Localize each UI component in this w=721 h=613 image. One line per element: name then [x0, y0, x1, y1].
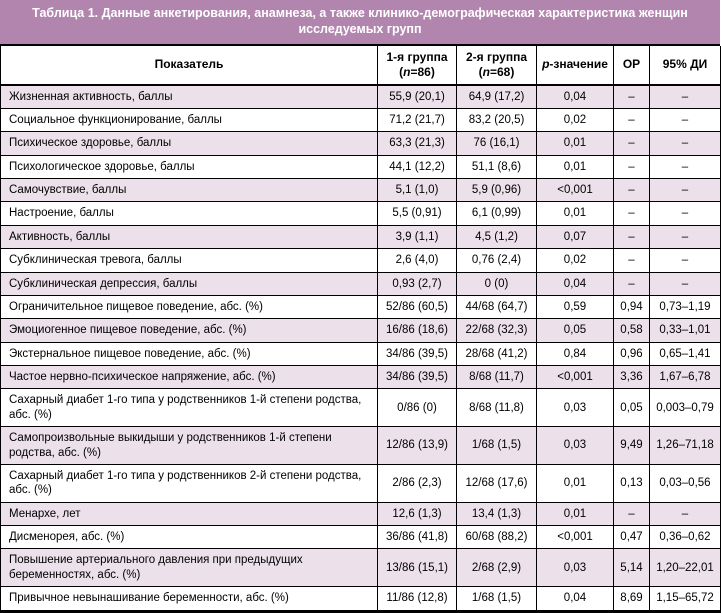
column-header-5 — [650, 46, 721, 85]
value-cell: 0,73–1,19 — [650, 295, 721, 318]
value-cell: 13,4 (1,3) — [457, 502, 537, 525]
value-cell: <0,001 — [537, 366, 614, 389]
value-cell: 9,49 — [614, 427, 650, 465]
value-cell: 64,9 (17,2) — [457, 85, 537, 109]
value-cell: 0,05 — [537, 319, 614, 342]
value-cell: 0,59 — [537, 295, 614, 318]
row-label-cell: Активность, баллы — [1, 225, 378, 248]
table-row — [1, 342, 721, 365]
value-cell: 0,76 (2,4) — [457, 249, 537, 272]
table-row — [1, 319, 721, 342]
value-cell: – — [614, 179, 650, 202]
value-cell: 0,05 — [614, 389, 650, 427]
row-label-cell: Привычное невынашивание беременности, абс. (%) — [1, 587, 378, 611]
value-cell: – — [650, 179, 721, 202]
value-cell: 0,04 — [537, 85, 614, 109]
row-label-cell: Самопроизвольные выкидыши у родственников 1-й степени родства, абс. (%) — [1, 427, 378, 465]
value-cell: 3,36 — [614, 366, 650, 389]
value-cell: 8/68 (11,7) — [457, 366, 537, 389]
row-label-cell: Жизненная активность, баллы — [1, 85, 378, 109]
column-header-text: ОР — [622, 57, 641, 71]
value-cell: – — [614, 272, 650, 295]
table-row — [1, 464, 721, 502]
value-cell: – — [650, 225, 721, 248]
value-cell: 0,04 — [537, 272, 614, 295]
table-title: Таблица 1. Данные анкетирования, анамнеза, а также клинико-демографическая характеристика женщин исследуемых групп — [0, 0, 720, 46]
value-cell: 0,04 — [537, 587, 614, 611]
value-cell: 5,1 (1,0) — [378, 179, 457, 202]
value-cell: 0,47 — [614, 526, 650, 549]
row-label-cell: Экстернальное пищевое поведение, абс. (%) — [1, 342, 378, 365]
value-cell: 2,6 (4,0) — [378, 249, 457, 272]
column-header-text: n — [403, 64, 411, 79]
value-cell: 60/68 (88,2) — [457, 526, 537, 549]
row-label-cell: Социальное функционирование, баллы — [1, 108, 378, 131]
value-cell: 28/68 (41,2) — [457, 342, 537, 365]
value-cell: 0,02 — [537, 108, 614, 131]
value-cell: – — [614, 85, 650, 109]
value-cell: 0,01 — [537, 132, 614, 155]
value-cell: 8,69 — [614, 587, 650, 611]
value-cell: – — [650, 272, 721, 295]
header-row — [1, 46, 721, 85]
column-header-4 — [614, 46, 650, 85]
table-row — [1, 249, 721, 272]
value-cell: 22/68 (32,3) — [457, 319, 537, 342]
row-label-cell: Сахарный диабет 1-го типа у родственников 1-й степени родства, абс. (%) — [1, 389, 378, 427]
column-header-text: 2-я группа ( — [465, 49, 528, 79]
column-header-text: p — [542, 57, 550, 71]
value-cell: – — [650, 85, 721, 109]
value-cell: 0,03 — [537, 549, 614, 587]
table-body — [1, 85, 721, 612]
value-cell: 5,5 (0,91) — [378, 202, 457, 225]
value-cell: 12/68 (17,6) — [457, 464, 537, 502]
value-cell: 55,9 (20,1) — [378, 85, 457, 109]
value-cell: 63,3 (21,3) — [378, 132, 457, 155]
value-cell: 0,13 — [614, 464, 650, 502]
value-cell: – — [614, 502, 650, 525]
value-cell: 1,26–71,18 — [650, 427, 721, 465]
value-cell: 0,36–0,62 — [650, 526, 721, 549]
table-row — [1, 132, 721, 155]
value-cell: 0,03 — [537, 427, 614, 465]
value-cell: 5,9 (0,96) — [457, 179, 537, 202]
value-cell: 36/86 (41,8) — [378, 526, 457, 549]
table-row — [1, 85, 721, 109]
value-cell: 16/86 (18,6) — [378, 319, 457, 342]
value-cell: – — [614, 132, 650, 155]
value-cell: 1/68 (1,5) — [457, 427, 537, 465]
value-cell: – — [614, 108, 650, 131]
table-row — [1, 295, 721, 318]
value-cell: 0,65–1,41 — [650, 342, 721, 365]
value-cell: 44,1 (12,2) — [378, 155, 457, 178]
table-row — [1, 587, 721, 611]
value-cell: 0,33–1,01 — [650, 319, 721, 342]
column-header-text: 1-я группа ( — [386, 49, 448, 79]
value-cell: 0,03 — [537, 389, 614, 427]
value-cell: 1,67–6,78 — [650, 366, 721, 389]
value-cell: 52/86 (60,5) — [378, 295, 457, 318]
row-label-cell: Сахарный диабет 1-го типа у родственников 2-й степени родства, абс. (%) — [1, 464, 378, 502]
value-cell: 0,01 — [537, 155, 614, 178]
table-row — [1, 549, 721, 587]
value-cell: 76 (16,1) — [457, 132, 537, 155]
row-label-cell: Повышение артериального давления при предыдущих беременностях, абс. (%) — [1, 549, 378, 587]
value-cell: – — [650, 132, 721, 155]
value-cell: 0,01 — [537, 202, 614, 225]
column-header-3 — [537, 46, 614, 85]
value-cell: 1/68 (1,5) — [457, 587, 537, 611]
value-cell: <0,001 — [537, 526, 614, 549]
table-row — [1, 155, 721, 178]
value-cell: 4,5 (1,2) — [457, 225, 537, 248]
row-label-cell: Самочувствие, баллы — [1, 179, 378, 202]
value-cell: 0,93 (2,7) — [378, 272, 457, 295]
row-label-cell: Психическое здоровье, баллы — [1, 132, 378, 155]
value-cell: 0,01 — [537, 502, 614, 525]
value-cell: 2/68 (2,9) — [457, 549, 537, 587]
column-header-0 — [1, 46, 378, 85]
table-row — [1, 389, 721, 427]
table-header — [1, 46, 721, 85]
value-cell: – — [614, 202, 650, 225]
row-label-cell: Настроение, баллы — [1, 202, 378, 225]
value-cell: 71,2 (21,7) — [378, 108, 457, 131]
value-cell: 0 (0) — [457, 272, 537, 295]
column-header-1 — [378, 46, 457, 85]
value-cell: 8/68 (11,8) — [457, 389, 537, 427]
table-row — [1, 179, 721, 202]
value-cell: – — [614, 155, 650, 178]
study-data-table — [0, 46, 721, 613]
row-label-cell: Психологическое здоровье, баллы — [1, 155, 378, 178]
value-cell: 34/86 (39,5) — [378, 342, 457, 365]
value-cell: 12,6 (1,3) — [378, 502, 457, 525]
row-label-cell: Менархе, лет — [1, 502, 378, 525]
column-header-2 — [457, 46, 537, 85]
value-cell: 1,20–22,01 — [650, 549, 721, 587]
value-cell: 44/68 (64,7) — [457, 295, 537, 318]
value-cell: – — [650, 502, 721, 525]
value-cell: 2/86 (2,3) — [378, 464, 457, 502]
value-cell: 11/86 (12,8) — [378, 587, 457, 611]
value-cell: <0,001 — [537, 179, 614, 202]
value-cell: – — [650, 108, 721, 131]
table-row — [1, 502, 721, 525]
row-label-cell: Эмоциогенное пищевое поведение, абс. (%) — [1, 319, 378, 342]
value-cell: 3,9 (1,1) — [378, 225, 457, 248]
row-label-cell: Дисменорея, абс. (%) — [1, 526, 378, 549]
value-cell: 0,84 — [537, 342, 614, 365]
value-cell: 0,003–0,79 — [650, 389, 721, 427]
value-cell: 34/86 (39,5) — [378, 366, 457, 389]
value-cell: – — [650, 202, 721, 225]
table-row — [1, 108, 721, 131]
value-cell: 1,15–65,72 — [650, 587, 721, 611]
value-cell: 0,96 — [614, 342, 650, 365]
value-cell: 0,02 — [537, 249, 614, 272]
value-cell: – — [650, 249, 721, 272]
table-row — [1, 427, 721, 465]
table-row — [1, 272, 721, 295]
column-header-text: =68) — [489, 64, 515, 79]
row-label-cell: Субклиническая депрессия, баллы — [1, 272, 378, 295]
table-row — [1, 526, 721, 549]
value-cell: 6,1 (0,99) — [457, 202, 537, 225]
row-label-cell: Субклиническая тревога, баллы — [1, 249, 378, 272]
value-cell: 0/86 (0) — [378, 389, 457, 427]
table-row — [1, 225, 721, 248]
value-cell: 0,07 — [537, 225, 614, 248]
value-cell: 0,01 — [537, 464, 614, 502]
value-cell: 83,2 (20,5) — [457, 108, 537, 131]
value-cell: – — [614, 225, 650, 248]
column-header-text: -значение — [549, 57, 608, 71]
value-cell: 51,1 (8,6) — [457, 155, 537, 178]
column-header-text: Показатель — [154, 57, 224, 71]
row-label-cell: Ограничительное пищевое поведение, абс. (%) — [1, 295, 378, 318]
value-cell: – — [650, 155, 721, 178]
value-cell: 0,58 — [614, 319, 650, 342]
value-cell: 0,03–0,56 — [650, 464, 721, 502]
value-cell: 12/86 (13,9) — [378, 427, 457, 465]
column-header-text: 95% ДИ — [662, 57, 708, 71]
row-label-cell: Частое нервно-психическое напряжение, абс. (%) — [1, 366, 378, 389]
value-cell: 0,94 — [614, 295, 650, 318]
table-row — [1, 202, 721, 225]
value-cell: 13/86 (15,1) — [378, 549, 457, 587]
value-cell: 5,14 — [614, 549, 650, 587]
table-row — [1, 366, 721, 389]
value-cell: – — [614, 249, 650, 272]
column-header-text: =86) — [410, 64, 435, 79]
column-header-text: n — [482, 64, 490, 79]
